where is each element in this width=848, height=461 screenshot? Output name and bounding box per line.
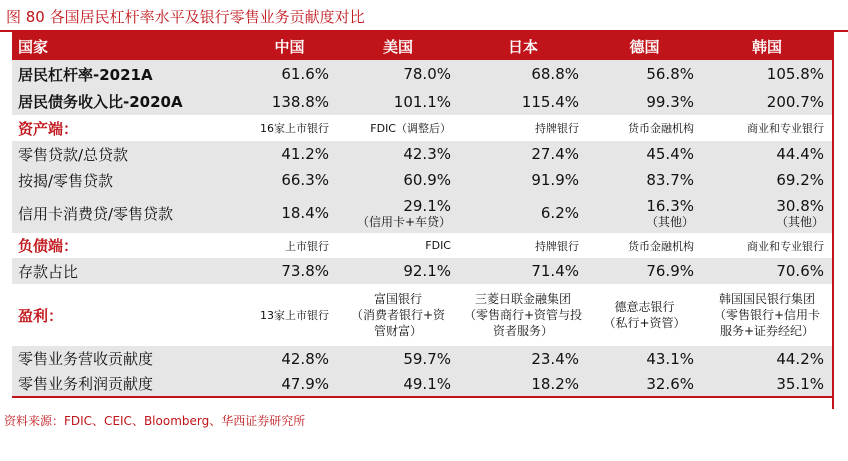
cell-value: 23.4% [459, 346, 587, 371]
table-row [12, 88, 832, 115]
table-row [12, 346, 832, 371]
section-row-profit [12, 284, 832, 346]
cell-value: 16.3% [646, 196, 694, 215]
cell-value: 29.1% [403, 196, 451, 215]
cell-value: 44.4% [702, 141, 832, 167]
row-label-debt-income: 居民债务收入比-2020A [12, 88, 242, 115]
row-label-retail-loans: 零售贷款/总贷款 [12, 141, 242, 167]
cell-value: 61.6% [242, 60, 337, 88]
cell-value: 105.8% [702, 60, 832, 88]
cell-value: 99.3% [587, 88, 702, 115]
cell-value: 78.0% [337, 60, 459, 88]
table-row [12, 167, 832, 193]
table-header-row [12, 32, 832, 60]
cell-note: （其他） [775, 214, 824, 229]
cell-source-line: （零售银行+信用卡 [713, 307, 821, 322]
cell-source: FDIC [425, 239, 451, 252]
cell-source-stack [702, 284, 832, 346]
cell-note: （信用卡+车贷） [356, 214, 451, 229]
section-label-profit: 盈利： [18, 306, 64, 325]
row-label-leverage: 居民杠杆率-2021A [12, 60, 242, 88]
cell-source-line: 服务+证券经纪） [719, 324, 815, 339]
cell-value: 27.4% [459, 141, 587, 167]
header-germany: 德国 [587, 32, 702, 60]
cell-value: 92.1% [337, 258, 459, 284]
cell-source-stack [587, 284, 702, 346]
cell-value: 70.6% [702, 258, 832, 284]
header-usa: 美国 [337, 32, 459, 60]
table-row [12, 371, 832, 397]
cell-value: 45.4% [587, 141, 702, 167]
cell-source-stack [459, 284, 587, 346]
row-label-profit-contrib: 零售业务利润贡献度 [12, 371, 242, 397]
table-row [12, 141, 832, 167]
cell-value: 59.7% [337, 346, 459, 371]
row-label-deposits: 存款占比 [12, 258, 242, 284]
cell-source: 商业和专业银行 [747, 122, 824, 135]
cell-source-line: 资者服务） [492, 324, 553, 339]
cell-value: 60.9% [337, 167, 459, 193]
cell-source: 16家上市银行 [260, 122, 329, 135]
cell-value: 138.8% [242, 88, 337, 115]
cell-source-line: 管财富） [373, 324, 422, 339]
cell-value: 43.1% [587, 346, 702, 371]
cell-value: 47.9% [242, 371, 337, 397]
cell-source: 13家上市银行 [260, 309, 329, 322]
row-label-mortgage: 按揭/零售贷款 [12, 167, 242, 193]
cell-source: 货币金融机构 [628, 239, 694, 253]
figure-title: 图 80 各国居民杠杆率水平及银行零售业务贡献度对比 [6, 8, 365, 26]
cell-source: 货币金融机构 [628, 122, 694, 135]
cell-value: 32.6% [587, 371, 702, 397]
cell-value: 71.4% [459, 258, 587, 284]
cell-value: 35.1% [702, 371, 832, 397]
cell-value: 49.1% [337, 371, 459, 397]
row-label-credit-card: 信用卡消费贷/零售贷款 [12, 193, 242, 233]
cell-value: 68.8% [459, 60, 587, 88]
cell-source-line: 韩国国民银行集团 [718, 291, 815, 306]
cell-value: 42.3% [337, 141, 459, 167]
cell-source-line: （零售商行+资管与投 [463, 307, 583, 322]
cell-value: 30.8% [776, 196, 824, 215]
cell-source: 持牌银行 [535, 239, 579, 253]
cell-value: 69.2% [702, 167, 832, 193]
section-label-assets: 资产端： [18, 119, 79, 138]
cell-value: 6.2% [459, 193, 587, 233]
section-row-assets [12, 115, 832, 141]
header-korea: 韩国 [702, 32, 832, 60]
cell-value: 91.9% [459, 167, 587, 193]
cell-value: 115.4% [459, 88, 587, 115]
cell-value: 76.9% [587, 258, 702, 284]
cell-value: 42.8% [242, 346, 337, 371]
cell-source: FDIC（调整后） [370, 122, 451, 135]
cell-source-line: （私行+资管） [603, 316, 686, 330]
cell-value: 101.1% [337, 88, 459, 115]
cell-value: 18.2% [459, 371, 587, 397]
cell-value-stack [587, 193, 702, 233]
table-row [12, 60, 832, 88]
table-row [12, 193, 832, 233]
row-label-revenue-contrib: 零售业务营收贡献度 [12, 346, 242, 371]
cell-source-line: （消费者银行+资 [350, 307, 446, 322]
section-row-liabilities [12, 233, 832, 258]
cell-source-line: 三菱日联金融集团 [474, 291, 571, 306]
cell-source: 持牌银行 [535, 122, 579, 135]
cell-note: （其他） [645, 214, 694, 229]
cell-source-stack [337, 284, 459, 346]
table-right-border [832, 32, 834, 409]
cell-source-line: 富国银行 [373, 291, 422, 306]
header-country: 国家 [12, 32, 242, 60]
cell-value: 44.2% [702, 346, 832, 371]
cell-value: 200.7% [702, 88, 832, 115]
table-row [12, 258, 832, 284]
cell-value: 41.2% [242, 141, 337, 167]
cell-value: 73.8% [242, 258, 337, 284]
cell-source-line: 德意志银行 [614, 299, 675, 314]
cell-source: 商业和专业银行 [747, 239, 824, 253]
cell-value-stack [337, 193, 459, 233]
header-china: 中国 [242, 32, 337, 60]
header-japan: 日本 [459, 32, 587, 60]
cell-value-stack [702, 193, 832, 233]
cell-value: 56.8% [587, 60, 702, 88]
source-note: 资料来源：FDIC、CEIC、Bloomberg、华西证券研究所 [4, 414, 306, 428]
cell-value: 18.4% [242, 193, 337, 233]
cell-source: 上市银行 [285, 239, 329, 253]
comparison-table [12, 32, 832, 398]
cell-value: 66.3% [242, 167, 337, 193]
cell-value: 83.7% [587, 167, 702, 193]
section-label-liabilities: 负债端： [18, 237, 79, 255]
